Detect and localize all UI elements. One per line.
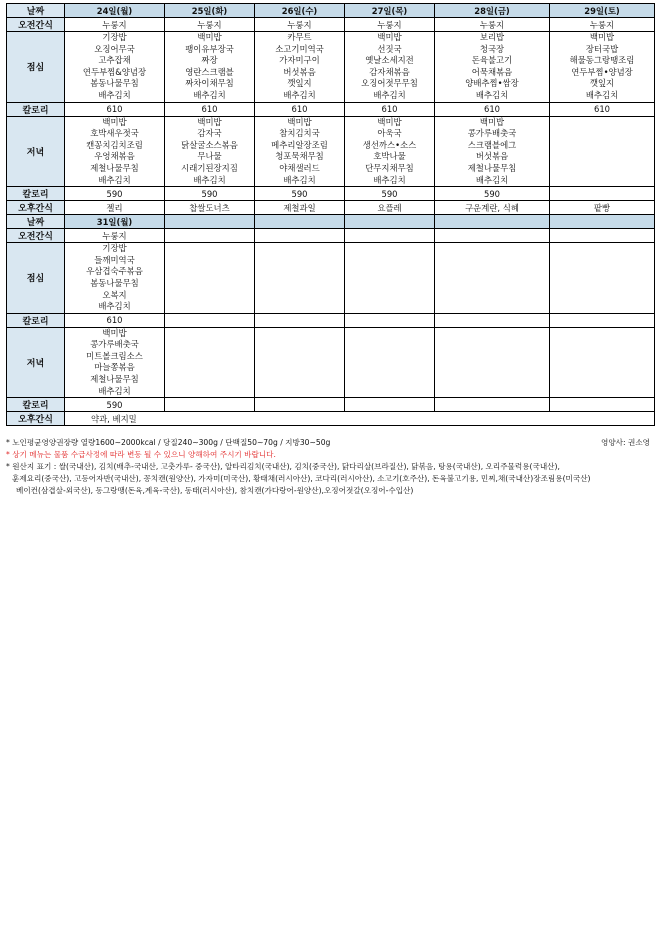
origin-note-3: 베이컨(삼겹살-외국산), 동그랑땡(돈육,계육-국산), 동태(러시아산), 참치캔(가다랑어-원양산),오징어젓갈(오징어-수입산): [16, 486, 414, 495]
lunch-item: 봄동나물무침: [90, 277, 139, 288]
am-snack-cell: [435, 18, 550, 32]
date-label-2-text: 날짜: [26, 218, 45, 229]
lunch-calorie-label-text: 칼로리: [22, 105, 49, 116]
day-header-text: 25일(화): [191, 5, 228, 16]
lunch-item: 오복지: [102, 289, 127, 300]
dinner-item: 우엉채볶음: [94, 151, 135, 162]
pm-snack-cell: [65, 412, 655, 426]
dinner-item: 제철나물무침: [90, 162, 139, 173]
date-label-text: 날짜: [26, 7, 45, 17]
dinner-item: 백미밥: [287, 116, 312, 127]
lunch-item: 어묵채볶음: [471, 66, 513, 77]
date-label: [7, 4, 65, 18]
dinner-item: 캔꽁치김치조림: [86, 139, 143, 150]
am-snack-cell: [345, 18, 435, 32]
lunch-cell: [550, 32, 655, 103]
dinner-cell: [65, 116, 165, 187]
dinner-label-2: [7, 327, 65, 398]
pm-snack-cell: [550, 201, 655, 215]
day-header-text: 24일(월): [96, 5, 133, 16]
day-header: [255, 215, 345, 229]
empty-cell: [550, 229, 655, 243]
dinner-item: 배추김치: [283, 174, 316, 185]
lunch-calorie-cell: [255, 102, 345, 116]
lunch-item: 오징어젓무무침: [361, 78, 418, 89]
dinner-cell: [345, 116, 435, 187]
calorie-text: 610: [594, 104, 610, 115]
menu-notes: [6, 437, 656, 497]
day-header: [165, 215, 255, 229]
lunch-item: 소고기미역국: [275, 43, 324, 54]
lunch-calorie-cell: [65, 102, 165, 116]
lunch-item: 고추잡채: [98, 55, 131, 66]
pm-snack-text: 젤리: [106, 202, 123, 213]
am-snack-text: 누룽지: [377, 19, 402, 30]
pm-snack-text: 찹쌀도너츠: [189, 202, 230, 213]
lunch-label-2: [7, 243, 65, 314]
am-snack-label-2-text: 오전간식: [18, 232, 53, 243]
lunch-calorie-cell: [165, 102, 255, 116]
calorie-text: 590: [106, 188, 123, 199]
dinner-calorie-label-text: 칼로리: [22, 190, 49, 201]
lunch-cell: [65, 243, 165, 314]
empty-cell: [345, 313, 435, 327]
dinner-item: 무나물: [197, 151, 222, 162]
lunch-item: 백미밥: [377, 32, 402, 42]
dinner-calorie-label-2: [7, 398, 65, 412]
lunch-item: 배추김치: [193, 89, 226, 100]
calorie-text: 590: [106, 399, 123, 410]
dinner-item: 백미밥: [197, 116, 222, 127]
dinner-item: 스크램블에그: [467, 139, 517, 150]
pm-snack-cell: [345, 201, 435, 215]
lunch-item: 선짓국: [377, 43, 402, 54]
empty-cell: [550, 243, 655, 314]
lunch-item: 들깨미역국: [94, 254, 135, 265]
lunch-cell: [255, 32, 345, 103]
dinner-item: 청포묵채무침: [275, 151, 324, 162]
empty-cell: [165, 313, 255, 327]
origin-note-2: 훈제요리(중국산), 고등어자반(국내산), 꽁치캔(원양산), 가자미(미국산), 황태채(러시아산), 코다리(러시아산), 소고기(호주산), 돈육불고기용, 민찌,채(국내산)장조림용(미국산): [12, 474, 591, 483]
dinner-item: 제철나물무침: [467, 162, 517, 173]
lunch-item: 짜장: [201, 55, 218, 66]
calorie-text: 610: [291, 104, 308, 115]
empty-cell: [255, 229, 345, 243]
lunch-calorie-cell: [435, 102, 550, 116]
day-header: [165, 4, 255, 18]
dinner-calorie-label: [7, 187, 65, 201]
pm-snack-cell: [435, 201, 550, 215]
dinner-item: 마늘쫑볶음: [94, 362, 135, 373]
lunch-calorie-label-2: [7, 313, 65, 327]
am-snack-cell: [255, 18, 345, 32]
empty-cell: [435, 398, 550, 412]
am-snack-cell: [165, 18, 255, 32]
calorie-text: 610: [106, 315, 123, 326]
empty-cell: [255, 243, 345, 314]
dinner-item: 제철나물무침: [90, 374, 139, 385]
dinner-item: 콩가루배춧국: [90, 339, 139, 350]
lunch-item: 보리밥: [479, 32, 505, 42]
day-header-text: 27일(목): [371, 5, 408, 16]
dinner-item: 버섯볶음: [475, 151, 509, 162]
dinner-item: 생선까스•소스: [362, 139, 417, 150]
empty-cell: [345, 327, 435, 398]
pm-snack-text: 약과, 베지밀: [91, 413, 137, 424]
pm-snack-cell: [255, 201, 345, 215]
lunch-item: 청국장: [479, 43, 505, 54]
day-header: [550, 215, 655, 229]
day-header: [550, 4, 655, 18]
lunch-item: 가자미구이: [279, 55, 320, 66]
empty-cell: [435, 243, 550, 314]
day-header: [435, 215, 550, 229]
day-header-text: 28일(금): [474, 5, 510, 16]
dinner-calorie-cell: [165, 187, 255, 201]
am-snack-text: 누룽지: [197, 19, 222, 30]
dinner-calorie-cell: [255, 187, 345, 201]
weekly-menu-table: [6, 3, 655, 426]
pm-snack-label-text: 오후간식: [18, 204, 53, 215]
dinner-item: 배추김치: [193, 174, 226, 185]
dinner-item: 배추김치: [98, 174, 131, 185]
lunch-item: 양배추찜•쌈장: [465, 78, 519, 89]
calorie-text: 590: [201, 188, 218, 199]
dinner-label-text: 저녁: [26, 147, 45, 158]
lunch-cell: [165, 32, 255, 103]
am-snack-cell: [65, 18, 165, 32]
dinner-calorie-cell: [550, 187, 655, 201]
dinner-item: 감자국: [197, 128, 222, 139]
day-header: [435, 4, 550, 18]
dinner-item: 참치김치국: [279, 128, 320, 139]
lunch-item: 버섯볶음: [283, 66, 316, 77]
dinner-cell: [550, 116, 655, 187]
lunch-item: 기장밥: [102, 32, 127, 42]
am-snack-label-2: [7, 229, 65, 243]
dinner-item: 시래기된장지짐: [181, 162, 238, 173]
empty-cell: [550, 327, 655, 398]
dinner-label-2-text: 저녁: [26, 358, 45, 369]
dinner-item: 백미밥: [102, 327, 127, 338]
dinner-item: 배추김치: [98, 385, 131, 396]
empty-cell: [435, 229, 550, 243]
calorie-text: 590: [291, 188, 308, 199]
calorie-text: 590: [381, 188, 398, 199]
day-header: [65, 4, 165, 18]
lunch-item: 기장밥: [102, 243, 127, 254]
lunch-calorie-label: [7, 102, 65, 116]
empty-cell: [165, 229, 255, 243]
lunch-cell: [65, 32, 165, 103]
lunch-item: 배추김치: [98, 89, 131, 100]
lunch-item: 옛날소세지전: [365, 55, 414, 66]
day-header: [345, 4, 435, 18]
empty-cell: [550, 398, 655, 412]
dinner-item: 메추리알장조림: [271, 139, 328, 150]
lunch-item: 백미밥: [197, 32, 222, 42]
pm-snack-text: 제철과일: [283, 202, 316, 213]
empty-cell: [550, 313, 655, 327]
dinner-cell: [435, 116, 550, 187]
lunch-item: 배추김치: [373, 89, 406, 100]
day-header: [255, 4, 345, 18]
lunch-calorie-cell: [65, 313, 165, 327]
dinner-item: 미트볼크림소스: [86, 350, 143, 361]
calorie-text: 590: [484, 188, 500, 199]
calorie-text: 610: [484, 104, 500, 115]
lunch-cell: [435, 32, 550, 103]
day-header-text: 26일(수): [281, 5, 318, 16]
dietitian-name: 영양사: 권소영: [601, 438, 650, 447]
am-snack-label-text: 오전간식: [18, 21, 53, 31]
lunch-item: 해물동그랑땡조림: [569, 55, 635, 66]
am-snack-text: 누룽지: [287, 19, 312, 30]
date-label-2: [7, 215, 65, 229]
empty-cell: [165, 243, 255, 314]
nutrition-note: * 노인평균영양권장량 열량1600~2000kcal / 당질240~300g / 단백질50~70g / 지방30~50g: [6, 438, 331, 447]
dinner-item: 닭살굴소스볶음: [181, 139, 238, 150]
pm-snack-label: [7, 201, 65, 215]
dinner-item: 야채샐러드: [279, 162, 320, 173]
lunch-calorie-cell: [550, 102, 655, 116]
pm-snack-text: 구운계란, 식혜: [465, 202, 519, 213]
dinner-label: [7, 116, 65, 187]
lunch-calorie-label-2-text: 칼로리: [22, 316, 49, 327]
am-snack-cell: [550, 18, 655, 32]
pm-snack-label-2-text: 오후간식: [18, 415, 53, 426]
empty-cell: [255, 398, 345, 412]
lunch-item: 우삼겹숙주볶음: [86, 266, 143, 277]
day-header: [65, 215, 165, 229]
lunch-item: 연두부찜&양념장: [82, 66, 147, 77]
am-snack-text: 누룽지: [102, 19, 127, 30]
dinner-cell: [255, 116, 345, 187]
day-header-text: 31일(월): [96, 216, 133, 227]
empty-cell: [255, 327, 345, 398]
dinner-cell: [65, 327, 165, 398]
lunch-item: 배추김치: [585, 89, 619, 100]
lunch-item: 돈육불고기: [471, 55, 513, 66]
lunch-label: [7, 32, 65, 103]
empty-cell: [435, 327, 550, 398]
lunch-item: 장터국밥: [585, 43, 619, 54]
dinner-cell: [165, 116, 255, 187]
pm-snack-text: 요플레: [377, 202, 402, 213]
am-snack-text: 누룽지: [589, 19, 615, 30]
lunch-cell: [345, 32, 435, 103]
origin-note-1: * 원산지 표기 : 쌀(국내산), 김치(배추-국내산, 고춧가루- 중국산), 알타리김치(국내산), 김치(중국산), 닭다리살(브라질산), 닭볶음, 탕용(국내산), 오리주물럭용(국내산),: [6, 462, 560, 471]
dinner-item: 백미밥: [479, 116, 505, 127]
dinner-item: 배추김치: [373, 174, 406, 185]
dinner-item: 아욱국: [377, 128, 402, 139]
pm-snack-cell: [165, 201, 255, 215]
lunch-item: 오징어무국: [94, 43, 135, 54]
day-header: [345, 215, 435, 229]
empty-cell: [165, 327, 255, 398]
lunch-item: 깻잎지: [287, 78, 312, 89]
dinner-item: 호박새우젓국: [90, 128, 139, 139]
calorie-text: 610: [201, 104, 218, 115]
lunch-item: 백미밥: [589, 32, 615, 42]
lunch-item: 영란스크램블: [185, 66, 234, 77]
lunch-item: 카무트: [287, 32, 312, 42]
empty-cell: [345, 243, 435, 314]
lunch-label-2-text: 점심: [26, 274, 45, 285]
dinner-item: 배추김치: [475, 174, 509, 185]
lunch-item: 배추김치: [475, 89, 509, 100]
am-snack-text: 누룽지: [479, 19, 505, 30]
dinner-item: 호박나물: [373, 151, 406, 162]
empty-cell: [165, 398, 255, 412]
calorie-text: 610: [381, 104, 398, 115]
dinner-calorie-cell: [435, 187, 550, 201]
day-header-text: 29일(토): [584, 5, 620, 16]
dinner-calorie-cell: [65, 187, 165, 201]
dinner-item: 백미밥: [377, 116, 402, 127]
dinner-item: 백미밥: [102, 116, 127, 127]
dinner-calorie-label-2-text: 칼로리: [22, 401, 49, 412]
calorie-text: 610: [106, 104, 123, 115]
lunch-item: 배추김치: [283, 89, 316, 100]
lunch-item: 짜차이채무침: [185, 78, 234, 89]
dinner-item: 단무지채무침: [365, 162, 414, 173]
lunch-item: 감자채볶음: [369, 66, 410, 77]
dinner-calorie-cell: [345, 187, 435, 201]
lunch-item: 연두부찜•양념장: [571, 66, 633, 77]
empty-cell: [255, 313, 345, 327]
empty-cell: [345, 229, 435, 243]
dinner-calorie-cell: [65, 398, 165, 412]
lunch-calorie-cell: [345, 102, 435, 116]
empty-cell: [345, 398, 435, 412]
change-warning: * 상기 메뉴는 물품 수급사정에 따라 변동 될 수 있으니 양해하여 주시기 바랍니다.: [6, 450, 276, 459]
dinner-item: 콩가루배춧국: [467, 128, 517, 139]
am-snack-label: [7, 18, 65, 32]
am-snack-cell: [65, 229, 165, 243]
am-snack-text: 누룽지: [102, 230, 127, 241]
lunch-item: 팽이유부장국: [185, 43, 234, 54]
lunch-item: 깻잎지: [589, 78, 615, 89]
lunch-label-text: 점심: [26, 63, 45, 74]
lunch-item: 배추김치: [98, 301, 131, 312]
empty-cell: [435, 313, 550, 327]
pm-snack-text: 팥빵: [593, 202, 611, 213]
pm-snack-cell: [65, 201, 165, 215]
lunch-item: 봄동나물무침: [90, 78, 139, 89]
pm-snack-label-2: [7, 412, 65, 426]
